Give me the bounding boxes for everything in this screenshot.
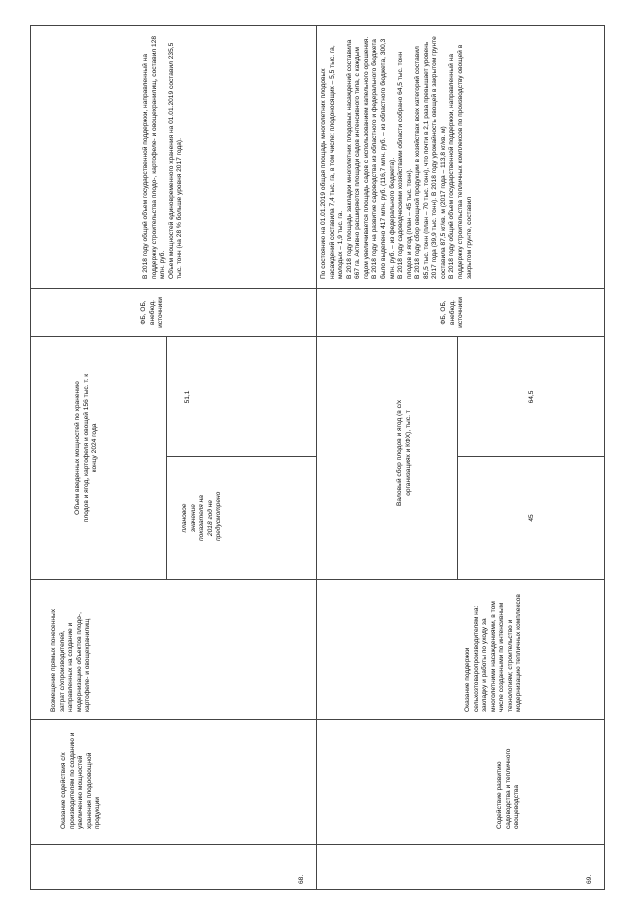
source-text: ФБ, ОБ, внебюд. источники [440,297,465,328]
indicator-text: Валовый сбор плодов и ягод (в с/х организациях и КФХ), тыс. т [396,399,412,507]
indicator-text: Объем введенных мощностей по хранению плодов и ягод, картофеля и овощей 156 тыс. т. к концу 2024 года [74,373,99,523]
table-row [30,25,317,890]
plan-note: плановое значение показателя на 2018 год не предусмотрено [181,491,223,541]
mechanism-text: Возмещение прямых понесенных затрат с/хпроизводителей, направленных на создание и модернизацию объектов плодо-, картофеле- и овощехранилищ [50,608,92,712]
source-text: ФБ, ОБ, внебюд. источники [140,297,165,328]
result-cell [317,24,604,288]
measure-text: Оказание содействия с/х производителям по созданию и увеличению мощностей хранения плодоовощной продукции [60,732,102,829]
table-row [317,25,605,890]
row-number: 69. [586,874,594,884]
indicator-divider [457,337,458,579]
measures-table [30,25,605,890]
row-number-cell [31,844,316,889]
source-cell [31,288,316,336]
plan-value: 45 [528,514,535,522]
measure-cell [317,719,604,844]
actual-value: 64,5 [528,390,535,404]
indicator-cell [31,336,316,579]
row-number-cell [317,844,604,889]
indicator-divider [166,337,167,579]
measure-cell [31,719,316,844]
source-cell [317,288,604,336]
actual-value: 51,1 [184,390,191,404]
result-text: В 2018 году общий объем государственной поддержки, направленный на поддержку строительства плодо-, картофеле- и овощехранилищ, составил 128 млн. руб. Объем мощностей единовременного хранения на 01.01.2019 составил 235,5 тыс. тонн (на 28 % больше уровня 2017 года). [142,35,184,279]
row-number: 68. [298,874,306,884]
indicator-cell [317,336,604,579]
mechanism-cell [31,579,316,719]
mechanism-text: Оказание поддержки сельхозтоваропроизводителям на: закладку и работы по уходу за многолетними насаждениями, в том числе созданными по интенсивным технологиям; строительство и модернизацию тепличных комплексов [464,594,523,712]
measure-text: Содействие развитию садоводства и тепличного овощеводства [496,748,521,829]
result-text: По состоянию на 01.01.2019 общая площадь многолетних плодовых насаждений составила 7,4 тыс. га, в том числе: плодоносящих – 5,5 тыс. га, молодых – 1,9 тыс. га. В 2018 году площадь закладки многолетних плодовых насаждений составила 667 га. Активно расширяются площади садов интенсивного типа, с каждым годом увеличивается площадь садов с использованием капельного орошения. В 2018 году на развитие садоводства из областного и федерального бюджета было выделено 417 млн. руб. (116,7 млн. руб. – из областного бюджета, 300,3 млн. руб. – из федерального бюджета). В 2018 году садоводческими хозяйствами области собрано 64,5 тыс. тонн плодов и ягод (план – 45 тыс. тонн). В 2018 году сбор овощной продукции в хозяйствах всех категорий составил 85,5 тыс. тонн (план – 70 тыс. тонн), что почти в 2,1 раза превышает уровень 2017 года (39,9 тыс. тонн). В 2018 году урожайность овощей в закрытом грунте составила 87,5 кг/кв. м (2017 года – 113,8 кг/кв. м) В 2018 году общий объем государственной поддержки, направленный на поддержку строительства тепличных комплексов по производству овощей в закрытом грунте, составил [320,36,473,279]
mechanism-cell [317,579,604,719]
result-cell [31,24,316,288]
